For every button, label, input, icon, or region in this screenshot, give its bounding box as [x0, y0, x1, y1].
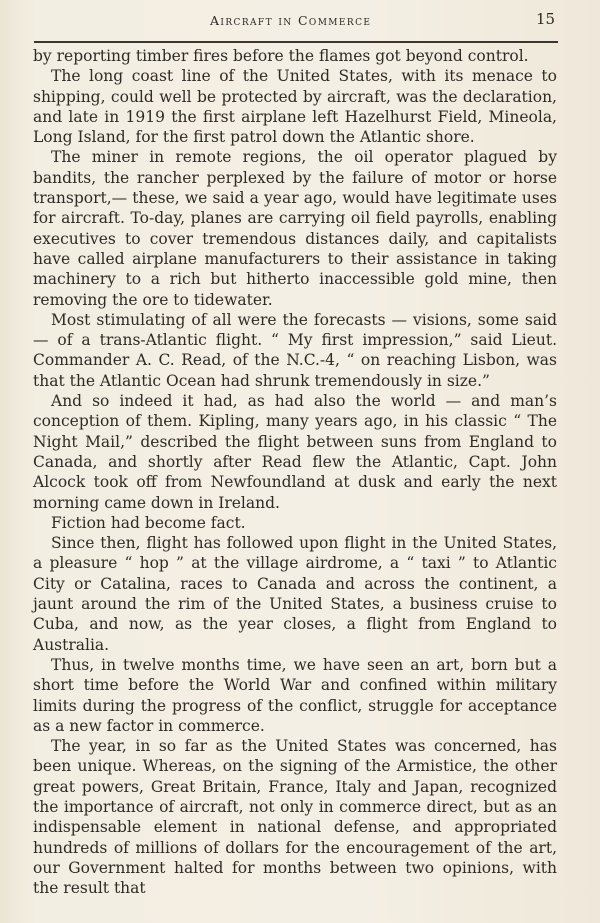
- paragraph: The long coast line of the United States, with its menace to shipping, could well be protected by aircraft, was the declaration, and late in 1919 the first airplane left Hazelhurst Field, Mineola, Long Island, for the first patrol down the Atlantic shore.: [33, 67, 557, 147]
- running-head: [0, 8, 600, 32]
- body-text: [33, 46, 557, 898]
- paragraph: The year, in so far as the United States was concerned, has been unique. Whereas, on the signing of the Armistice, the other great powers, Great Britain, France, Italy and Japan, recognized the importance of aircraft, not only in commerce direct, but as an indispensable element in national defense, and appropriated hundreds of millions of dollars for the encouragement of the art, our Government halted for months between two opinions, with the result that: [33, 737, 557, 898]
- paragraph: Fiction had become fact.: [51, 513, 246, 532]
- running-title: Aircraft in Commerce: [210, 13, 372, 28]
- paragraph: Thus, in twelve months time, we have seen an art, born but a short time before the World War and confined within military limits during the progress of the conflict, struggle for acceptance as a new factor in commerce.: [33, 655, 557, 735]
- paragraph: And so indeed it had, as had also the world — and man’s conception of them. Kipling, many years ago, in his classic “ The Night Mail,” described the flight between suns from England to Canada, and shortly after Read flew the Atlantic, Capt. John Alcock took off from Newfoundland at dusk and early the next morning came down in Ireland.: [33, 392, 557, 512]
- paragraph: Since then, flight has followed upon flight in the United States, a pleasure “ hop ” at the village airdrome, a “ taxi ” to Atlantic City or Catalina, races to Canada and across the continent, a jaunt around the rim of the United States, a business cruise to Cuba, and now, as the year closes, a flight from England to Australia.: [33, 534, 557, 654]
- paragraph: The miner in remote regions, the oil operator plagued by bandits, the rancher perplexed by the failure of motor or horse transport,— these, we said a year ago, would have legitimate uses for aircraft. To-day, planes are carrying oil field payrolls, enabling executives to cover tremendous distances daily, and capitalists have called airplane manufacturers to their assistance in taking machinery to a rich but hitherto inaccessible gold mine, then removing the ore to tidewater.: [33, 148, 557, 309]
- paragraph: Most stimulating of all were the forecasts — visions, some said — of a trans-Atlantic flight. “ My first impression,” said Lieut. Commander A. C. Read, of the N.C.-4, “ on reaching Lisbon, was that the Atlantic Ocean had shrunk tremendously in size.”: [33, 310, 557, 390]
- header-rule: [34, 41, 558, 43]
- page-number: 15: [536, 10, 556, 28]
- paragraph-continued: by reporting timber fires before the flames got beyond control.: [33, 47, 529, 65]
